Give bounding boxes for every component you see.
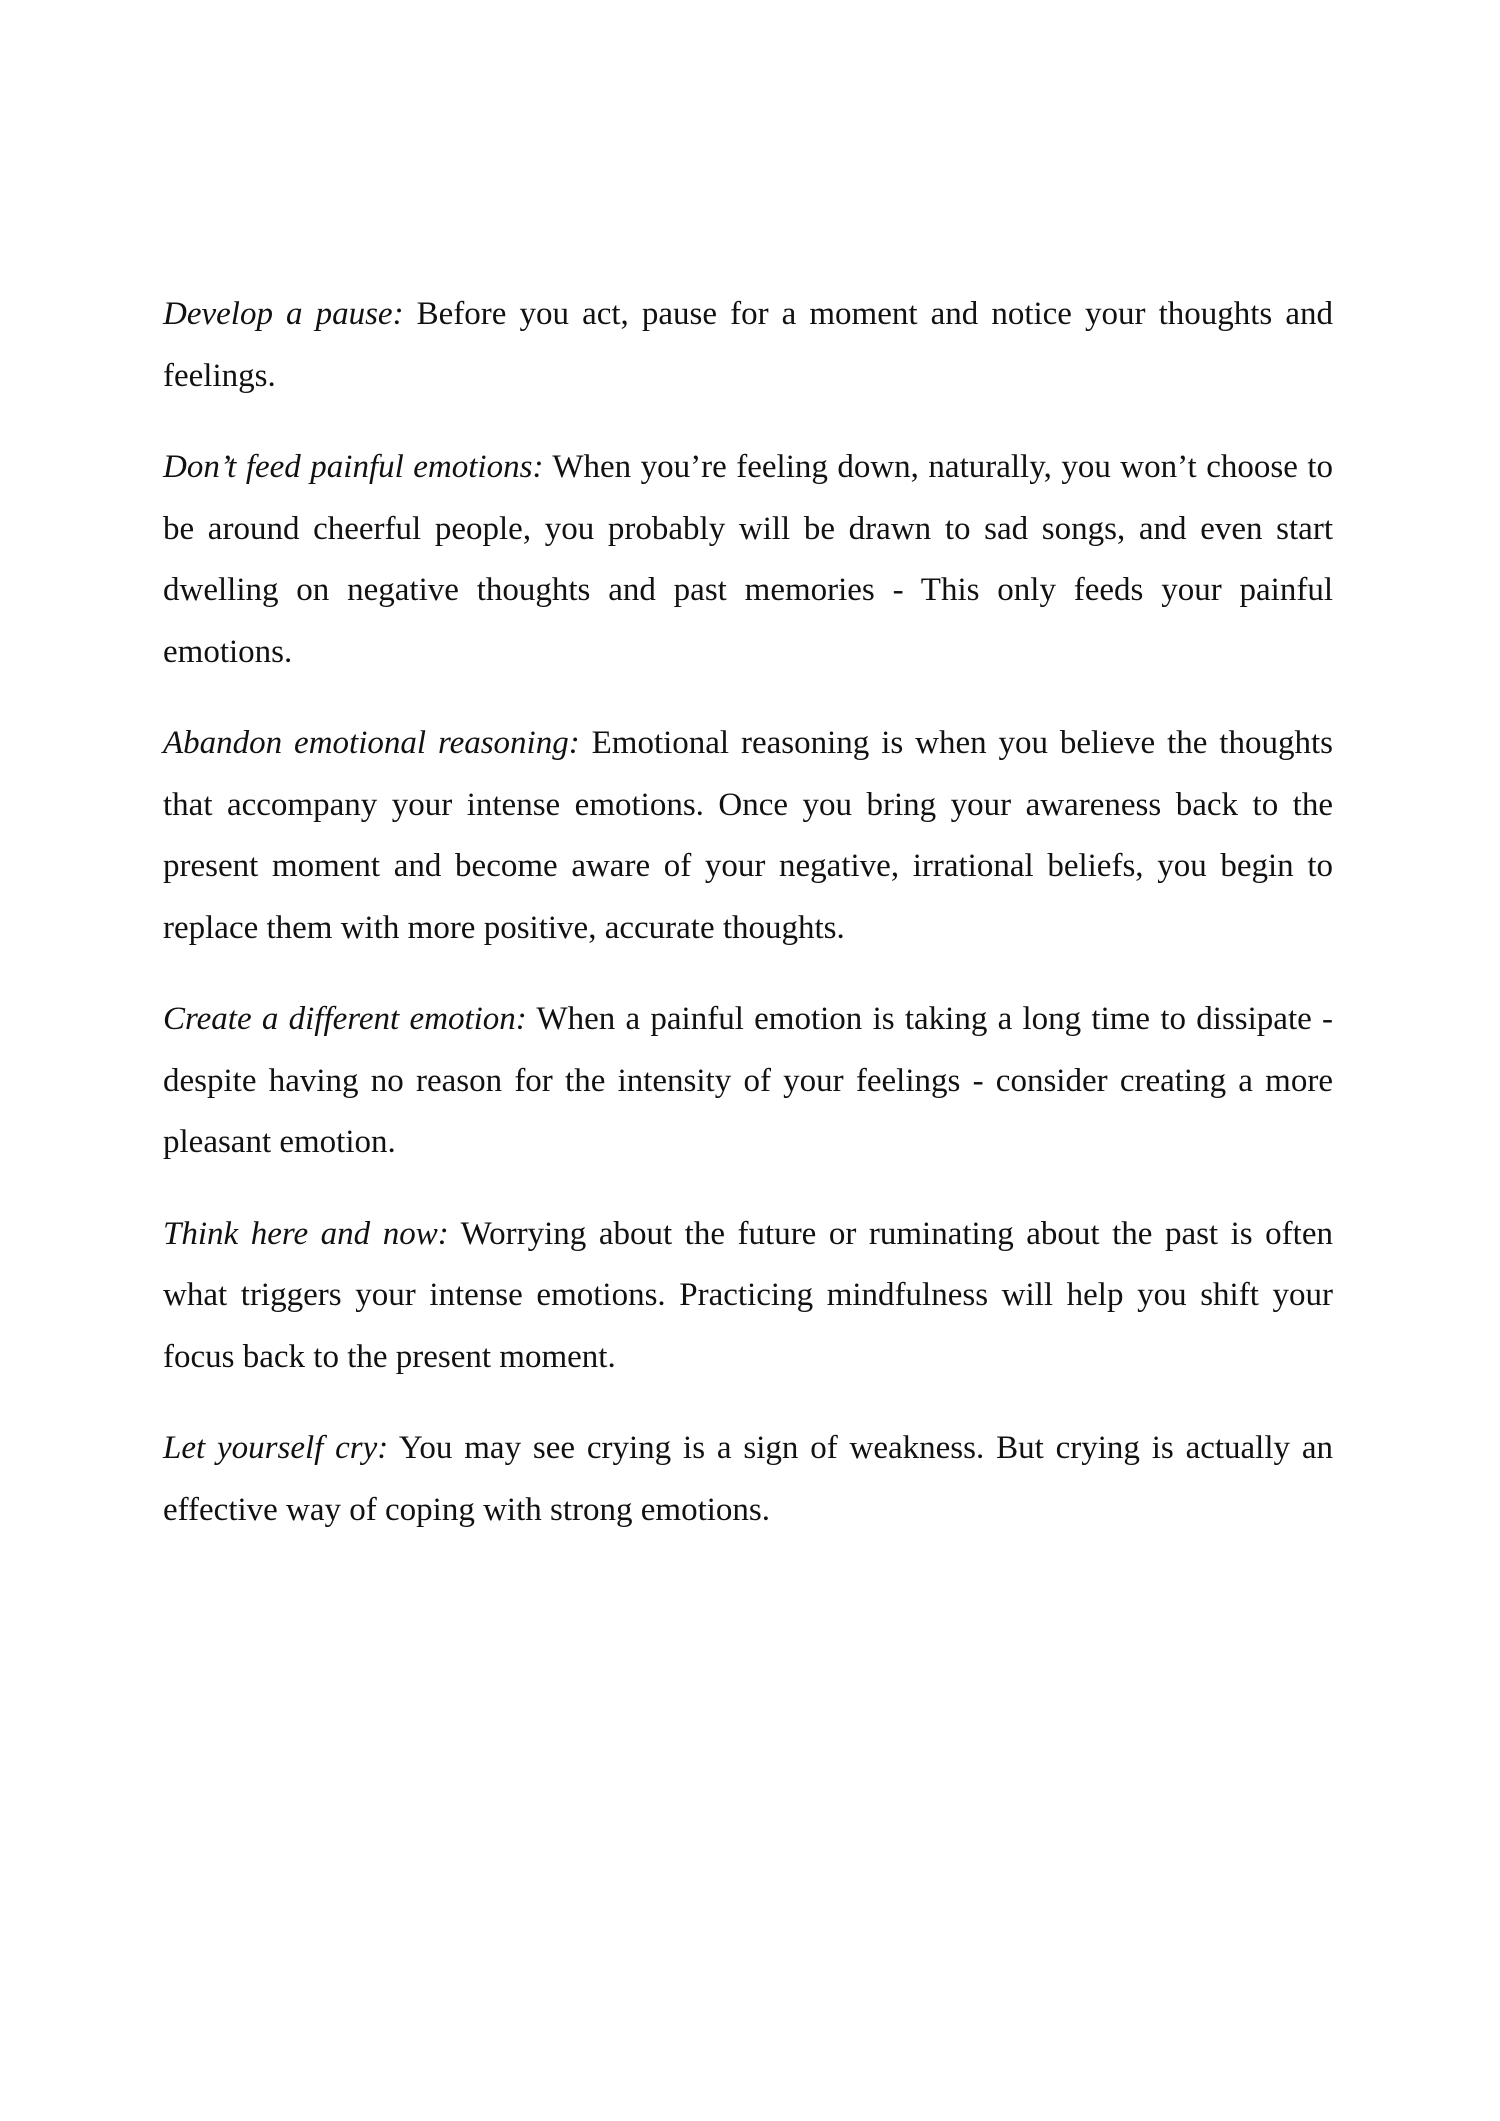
paragraph-term: Develop a pause: xyxy=(163,296,404,332)
paragraph-let-yourself-cry xyxy=(163,1418,1333,1541)
paragraph-text: Emotional reasoning is when you believe the thoughts that accompany your intense emotions. Once you bring your awareness back to the present moment and become aware of your negative, irrational beliefs, you begin to replace them with more positive, accurate thoughts. xyxy=(163,725,1333,946)
paragraph-think-here-and-now xyxy=(163,1204,1333,1389)
paragraph-text: When you’re feeling down, naturally, you won’t choose to be around cheerful people, you probably will be drawn to sad songs, and even start dwelling on negative thoughts and past memories - This only feeds your painful emotions. xyxy=(163,449,1333,670)
paragraph-term: Think here and now: xyxy=(163,1215,449,1252)
paragraph-term: Don’t feed painful emotions: xyxy=(163,449,544,485)
paragraph-text: When a painful emotion is taking a long time to dissipate - despite having no reason for the intensity of your feelings - consider creating a more pleasant emotion. xyxy=(163,1001,1334,1160)
paragraph-text: Before you act, pause for a moment and notice your thoughts and feelings. xyxy=(163,296,1333,394)
paragraph-abandon-emotional-reasoning xyxy=(163,713,1333,959)
paragraph-term: Let yourself cry: xyxy=(163,1430,389,1466)
paragraph-create-a-different-emotion xyxy=(163,989,1333,1174)
paragraph-term: Abandon emotional reasoning: xyxy=(163,725,580,761)
paragraph-term: Create a different emotion: xyxy=(163,1001,527,1037)
paragraph-text: Worrying about the future or ruminating about the past is often what triggers your intense emotions. Practicing mindfulness will help you shift your focus back to the present moment. xyxy=(163,1215,1333,1375)
paragraph-develop-a-pause xyxy=(163,284,1333,407)
document-body xyxy=(163,284,1333,1571)
paragraph-dont-feed-painful-emotions xyxy=(163,437,1333,683)
paragraph-text: You may see crying is a sign of weakness. But crying is actually an effective way of coping with strong emotions. xyxy=(163,1430,1333,1528)
